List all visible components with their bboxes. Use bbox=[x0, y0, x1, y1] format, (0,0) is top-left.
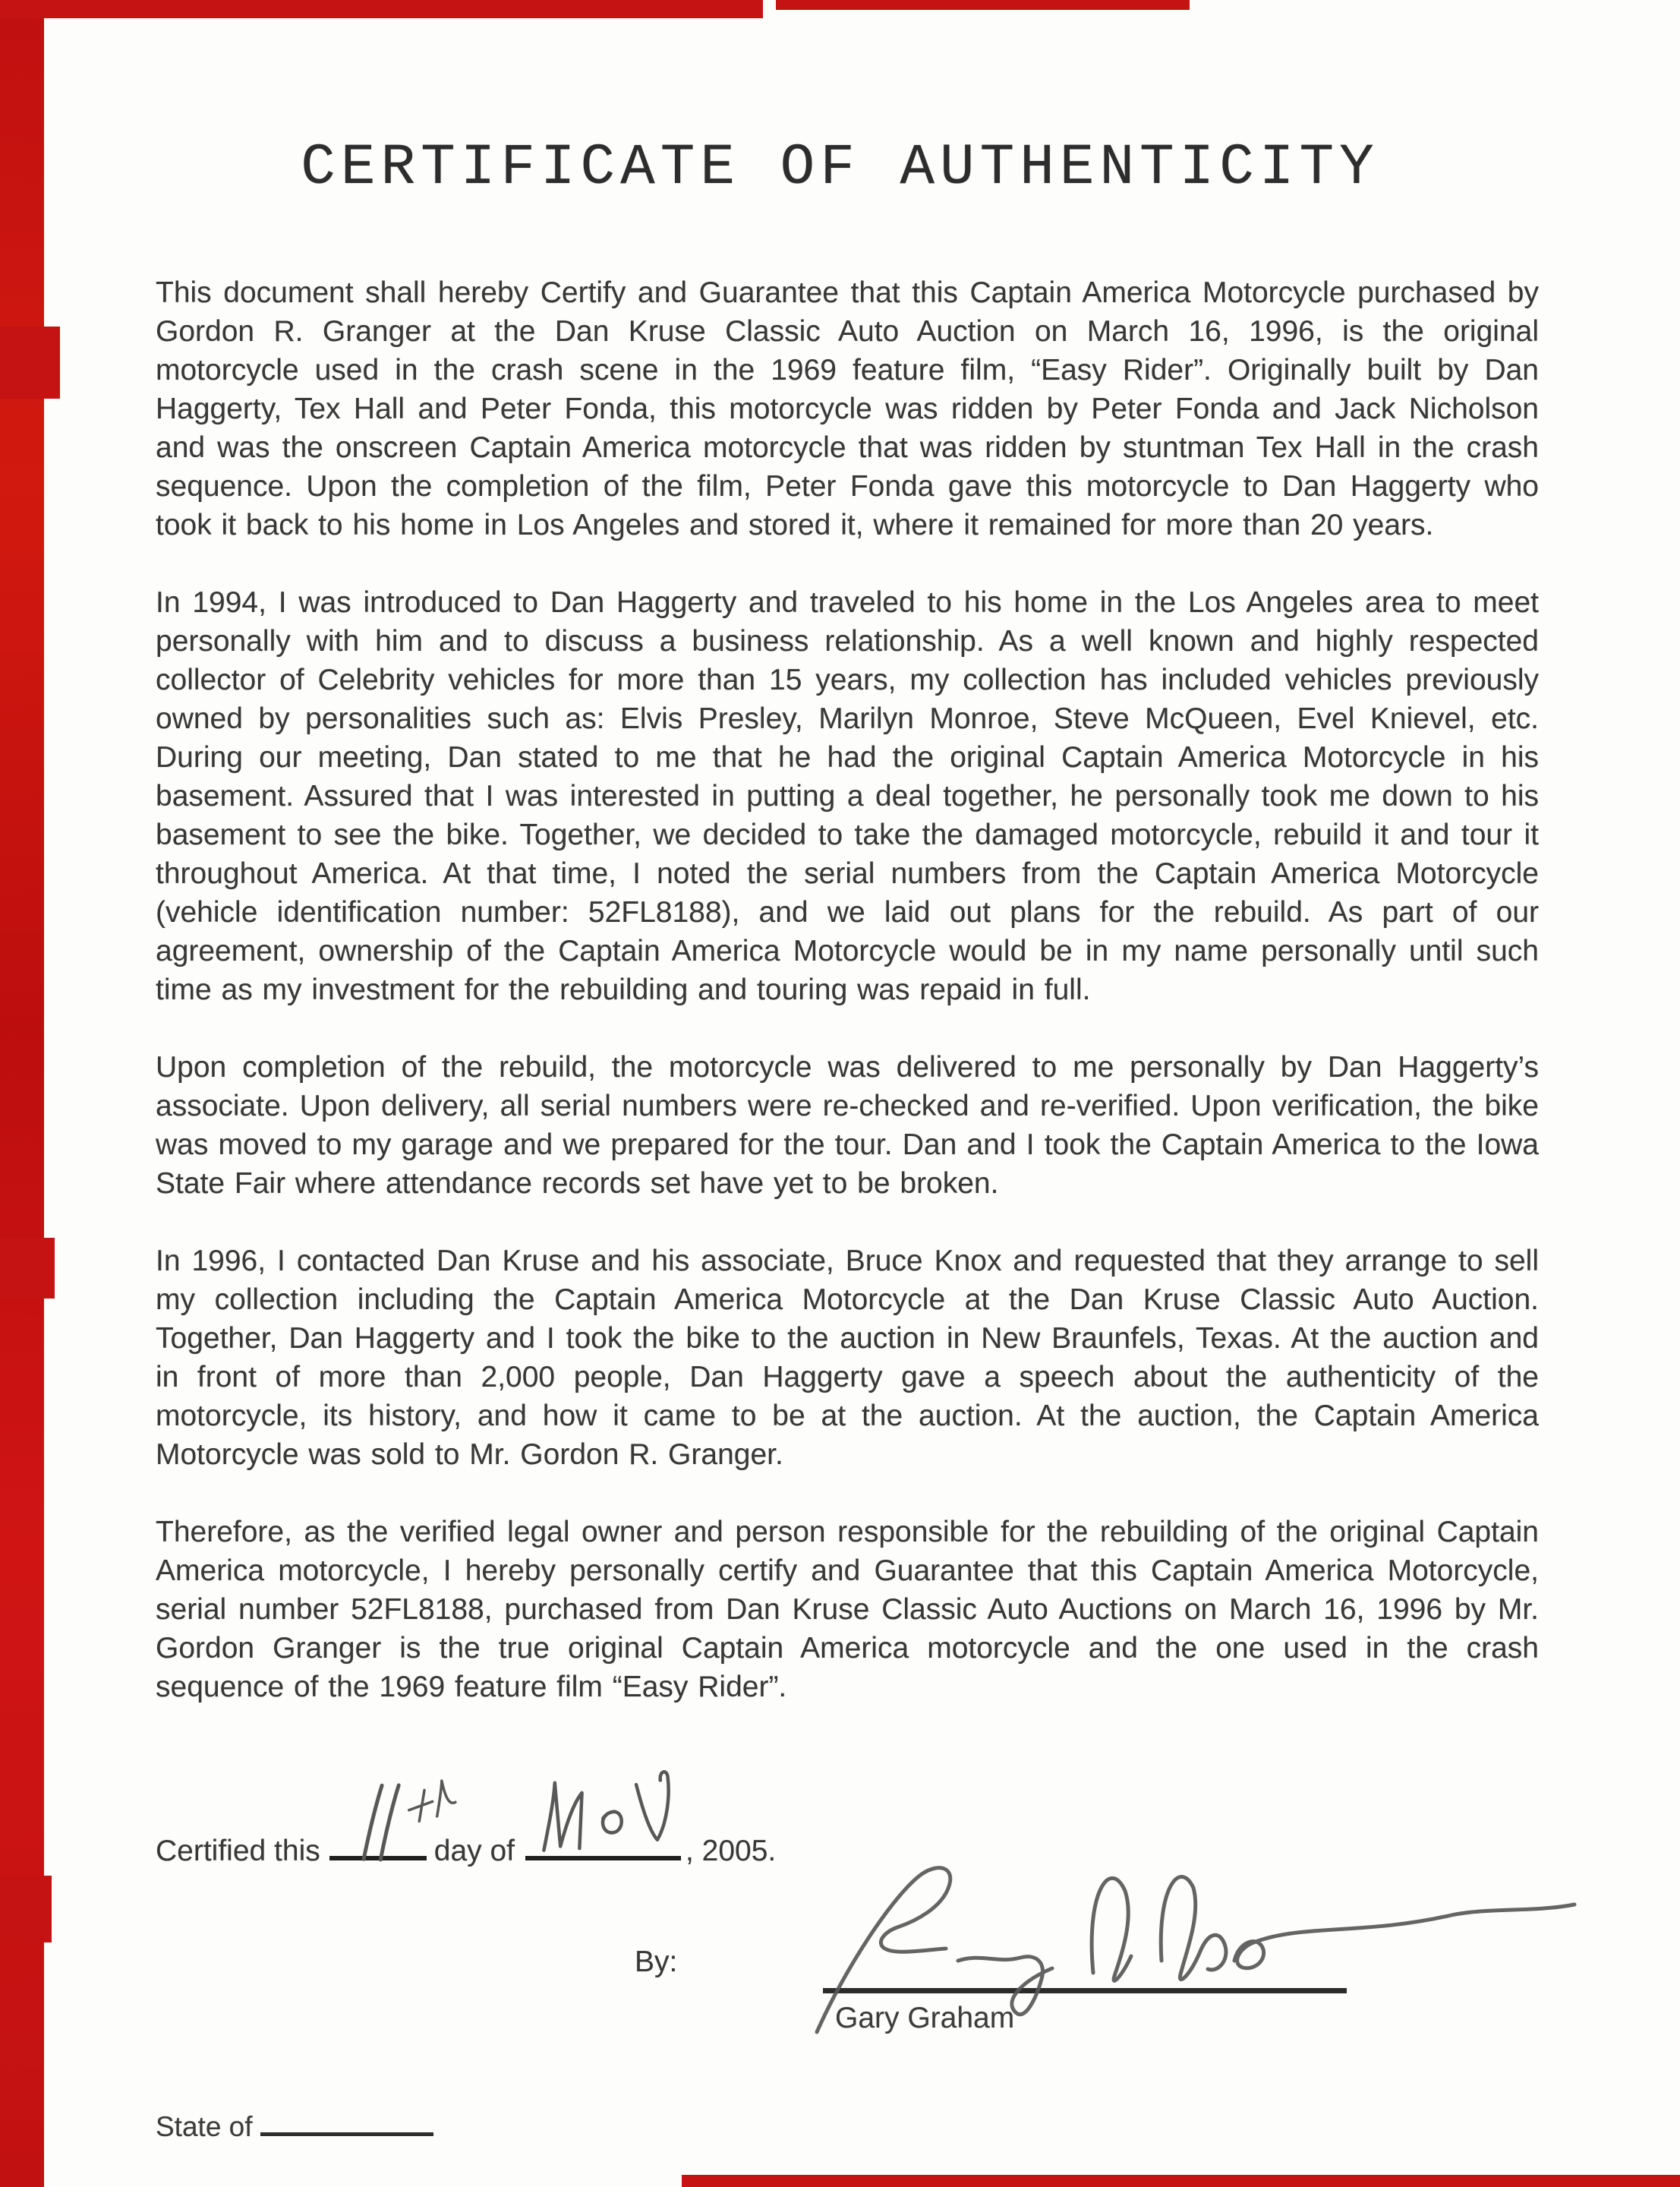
paragraph: In 1994, I was introduced to Dan Haggerty and traveled to his home in the Los Angeles area to meet personally with him and to discuss a business relationship. As a well known and highly respected collector of Celebrity vehicles for more than 15 years, my collection has included vehicles previously owned by personalities such as: Elvis Presley, Marilyn Monroe, Steve McQueen, Evel Knievel, etc. During our meeting, Dan stated to me that he had the original Captain America Motorcycle in his basement. Assured that I was interested in putting a deal together, he personally took me down to his basement to see the bike. Together, we decided to take the damaged motorcycle, rebuild it and tour it throughout America. At that time, I noted the serial numbers from the Captain America Motorcycle (vehicle identification number: 52FL8188), and we laid out plans for the rebuild. As part of our agreement, ownership of the Captain America Motorcycle would be in my name personally until such time as my investment for the rebuilding and touring was repaid in full. bbox=[156, 586, 1539, 1006]
state-of-blank bbox=[260, 2102, 433, 2136]
certified-suffix: , 2005. bbox=[686, 1835, 777, 1867]
state-of-label: State of bbox=[156, 2111, 253, 2142]
body-paragraphs bbox=[156, 273, 1539, 1706]
certified-middle: day of bbox=[433, 1835, 515, 1867]
signature-scrawl bbox=[767, 1845, 1617, 2073]
day-blank bbox=[329, 1821, 427, 1860]
paragraph: Therefore, as the verified legal owner and person responsible for the rebuilding of the original Captain America motorcycle, I hereby personally certify and Guarantee that this Captain America Motorcycle, serial number 52FL8188, purchased from Dan Kruse Classic Auto Auctions on March 16, 1996 by Mr. Gordon Granger is the true original Captain America motorcycle and the one used in the crash sequence of the 1969 feature film “Easy Rider”. bbox=[156, 1516, 1539, 1703]
state-of-line bbox=[156, 2102, 433, 2143]
paragraph: Upon completion of the rebuild, the motorcycle was delivered to me personally by Dan Haggerty’s associate. Upon delivery, all serial numbers were re-checked and re-verified. Upon verification, the bike was moved to my garage and we prepared for the tour. Dan and I took the Captain America to the Iowa State Fair where attendance records set have yet to be broken. bbox=[156, 1051, 1539, 1200]
printed-signer-name: Gary Graham bbox=[835, 2002, 1015, 2034]
certified-line bbox=[156, 1821, 776, 1868]
paragraph: This document shall hereby Certify and Guarantee that this Captain America Motorcycle purchased by Gordon R. Granger at the Dan Kruse Classic Auto Auction on March 16, 1996, is the original motorcycle used in the crash scene in the 1969 feature film, “Easy Rider”. Originally built by Dan Haggerty, Tex Hall and Peter Fonda, this motorcycle was ridden by Peter Fonda and Jack Nicholson and was the onscreen Captain America motorcycle that was ridden by stuntman Tex Hall in the crash sequence. Upon the completion of the film, Peter Fonda gave this motorcycle to Dan Haggerty who took it back to his home in Los Angeles and stored it, where it remained for more than 20 years. bbox=[156, 276, 1539, 541]
scan-edge-top bbox=[0, 0, 763, 18]
month-blank bbox=[525, 1821, 681, 1860]
certificate-title: CERTIFICATE OF AUTHENTICITY bbox=[301, 135, 1379, 200]
scan-edge-bottom bbox=[682, 2175, 1680, 2187]
handwritten-day bbox=[322, 1770, 463, 1871]
certified-prefix: Certified this bbox=[156, 1835, 320, 1867]
handwritten-month bbox=[528, 1764, 692, 1864]
scan-edge-left-notch bbox=[0, 1238, 55, 1299]
scan-edge-left-notch bbox=[0, 1876, 52, 1942]
by-label: By: bbox=[635, 1946, 678, 1978]
scan-edge-top bbox=[776, 0, 1190, 10]
paragraph: In 1996, I contacted Dan Kruse and his associate, Bruce Knox and requested that they arrange to sell my collection including the Captain America Motorcycle at the Dan Kruse Classic Auto Auction. Together, Dan Haggerty and I took the bike to the auction in New Braunfels, Texas. At the auction and in front of more than 2,000 people, Dan Haggerty gave a speech about the authenticity of the motorcycle, its history, and how it came to be at the auction. At the auction, the Captain America Motorcycle was sold to Mr. Gordon R. Granger. bbox=[156, 1245, 1539, 1471]
scan-edge-left-notch bbox=[0, 327, 60, 399]
